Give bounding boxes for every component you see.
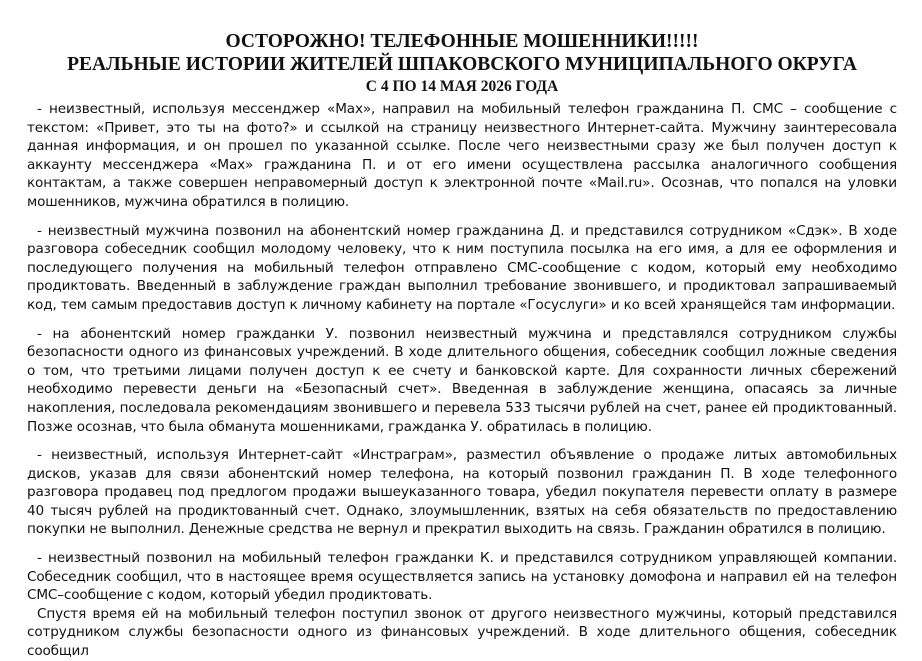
- headline-period: С 4 ПО 14 МАЯ 2026 ГОДА: [365, 78, 559, 95]
- story-paragraph: - неизвестный, используя мессенджер «Мах», направил на мобильный телефон гражданина П. СМС – сообщение с текстом: «Привет, это ты на фото?» и ссылкой на страницу неизвестного Интернет-сайта. Мужчину заинтересовала данная информация, и он прошел по указанной ссылке. После чего неизвестными сразу же был получен доступ к аккаунту мессенджера «Мах» гражданина П. и от его имени осуществлена рассылка аналогичного сообщения контактам, а также совершен неправомерный доступ к электронной почте «Mail.ru». Осознав, что попался на уловки мошенников, мужчина обратился в полицию.: [27, 101, 897, 210]
- headline-subtitle: РЕАЛЬНЫЕ ИСТОРИИ ЖИТЕЛЕЙ ШПАКОВСКОГО МУНИЦИПАЛЬНОГО ОКРУГА: [67, 54, 857, 75]
- story-paragraph: - неизвестный, используя Интернет-сайт «Инстраграм», разместил объявление о продаже литых автомобильных дисков, указав для связи абонентский номер телефона, на который позвонил гражданин П. В ходе телефонного разговора продавец под предлогом продажи вышеуказанного товара, убедил покупателя перевести оплату в размере 40 тысяч рублей на продиктованный счет. Однако, злоумышленник, взятых на себя обязательств по предоставлению покупки не выполнил. Денежные средства не вернул и прекратил выходить на связь. Гражданин обратился в полицию.: [27, 447, 897, 538]
- story-paragraph-continuation: Спустя время ей на мобильный телефон поступил звонок от другого неизвестного мужчины, который представился сотрудником службы безопасности одного из финансовых учреждений. В ходе длительного общения, собеседник сообщил: [27, 605, 897, 660]
- story-paragraph: - неизвестный позвонил на мобильный телефон гражданки К. и представился сотрудником управляющей компании. Собеседник сообщил, что в настоящее время осуществляется запись на установку домофона и направил ей на телефон СМС–сообщение с кодом, который убедил продиктовать.: [27, 550, 897, 604]
- headline-warning: ОСТОРОЖНО! ТЕЛЕФОННЫЕ МОШЕННИКИ!!!!!: [225, 31, 699, 52]
- story-paragraph: - неизвестный мужчина позвонил на абонентский номер гражданина Д. и представился сотрудником «Сдэк». В ходе разговора собеседник сообщил молодому человеку, что к ним поступила посылка на его имя, а для ее оформления и последующего получения на мобильный телефон отправлено СМС-сообщение с кодом, который ему необходимо продиктовать. Введенный в заблуждение граждан выполнил требование звонившего, и продиктовал запрашиваемый код, тем самым предоставив доступ к личному кабинету на портале «Госуслуги» и ко всей хранящейся там информации.: [27, 222, 897, 313]
- story-paragraph: - на абонентский номер гражданки У. позвонил неизвестный мужчина и представлялся сотрудником службы безопасности одного из финансовых учреждений. В ходе длительного общения, собеседник сообщил ложные сведения о том, что третьими лицами получен доступ к ее счету и банковской карте. Для сохранности личных сбережений необходимо перевести деньги на «Безопасный счет». Введенная в заблуждение женщина, опасаясь за личные накопления, последовала рекомендациям звонившего и перевела 533 тысячи рублей на счет, ранее ей продиктованный. Позже осознав, что была обманута мошенниками, гражданка У. обратилась в полицию.: [27, 325, 897, 435]
